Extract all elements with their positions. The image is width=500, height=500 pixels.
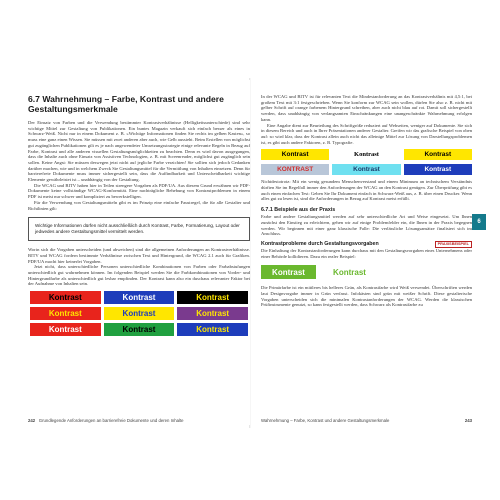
callout-text: Wichtige Informationen dürfen nicht ausschließlich durch Kontrast, Farbe, Formatierung, Layout oder jedwedes andere Gestaltungsmittel vermittelt werden. — [35, 223, 240, 235]
contrast-swatch: Kontrast — [177, 291, 248, 304]
paragraph: In der WCAG und BITV ist für relevanten Text die Mindestanforderung an das Kontrastverhältnis mit 4,5:1, bei großem Text mit 3:1 festgeschrieben. Wenn Sie konform zur WCAG sein wollen, dürfen Sie also z. B. nicht mit gelber Schrift auf orange farbenem Hintergrund schreiben, aber auch nicht blau auf rot. Damit soll sichergestellt werden, dass unabhängig von verlangsamten Einschränkungen eine unangeschränkte Wahrnehmung erfolgen kann. — [261, 94, 472, 122]
page-footer — [261, 418, 472, 423]
contrast-swatch: Kontrast — [30, 323, 101, 336]
contrast-swatch: Kontrast — [104, 323, 175, 336]
paragraph: Der Einsatz von Farben und die Verwendung bestimmter Kontrastverhältnisse (Helligkeitsunterschiede) sind sehr wichtige Mittel zur Gestaltung von Publikationen. Ein buntes Magazin verkauft sich einfach besser als eines in Schwarz-Weiß. Nicht nur in einem Dokument z. B. »Wichtige Informationen finden Sie rechts im gelben Kasten«, so muss eine ganz einen Wissen. Sie müssen mit zwei anderen aber auch, wie Gelb aussieht. Beim Erstellen von möglichst gut zugänglichen Publikationen gilt es je nach angewendeter Umsetzungsstrategie einige relevante Regeln in Bezug auf Farbe, Kontrast und alle anderen visuellen Gestaltungsmöglichkeiten zu beachten. Denn es wird davon ausgegangen, dass die Inhalte auch ohne Einsatz von Assistiven Technologien, z. B. mit Screenreader, möglichst gut zugänglich sein sollen. Keine Angst: Sie müssen deswegen jetzt nicht auf jegliche Farbe verzichten! Sie sollten sich jedoch Gedanken darüber machen, wie und in welchem Zweck Sie Gestaltungsmittel für die Vermittlung von Inhalten einsetzen. Denn für barrierefreie Dokumente muss immer sichergestellt sein, dass die Auffindbarkeit und Unterscheidbarkeit wichtige Elemente gewährleistet ist – unabhängig von der Gestaltung. — [28, 120, 250, 183]
typography-sample: Kontrast — [404, 149, 472, 160]
footer-left — [28, 418, 184, 423]
green-text-box — [322, 265, 377, 279]
paragraph: Die Primärfarbe ist ein mittleres bis helleres Grün, als Kontrastfarbe wird Weiß verwendet. Überschriften werden laut Designvorgabe immer in Grün verfasst. Infokästen sind grün mit weißer Schrift. Diese gestalterische Vorgaben unterscheiden sich die minimalen Kontrastanforderungen der WCAG. Werden die klassischen Prüfinstrumente genutzt, so kann festgestellt werden, dass Schwarz als Kontrastfarbe zu — [261, 285, 472, 308]
typography-sample: Kontrast — [404, 164, 472, 175]
typography-sample: Kontrast — [332, 149, 400, 160]
paragraph: Eine Angabe dient zur Beurteilung des Schriftgröße reduziert auf Webseiten, weniger auf Dokumente. Sie sich in diesem Bereich und auch in Ihrer Präsentationen anderer Gestalter. Greifen wir das grafische Beispiel von oben auf: so wird klar, dass der Kontrast allein auch nicht das alleinige Mittel zur Lösung von Darstellungsproblemen ist, es gibt auch andere Faktoren, z. B. Typografie. — [261, 122, 472, 145]
page-number: 243 — [464, 418, 472, 423]
green-text-label: Kontrast — [333, 267, 366, 277]
subsub-heading-row — [261, 241, 472, 248]
typography-sample: Kontrast — [261, 149, 329, 160]
contrast-swatch: Kontrast — [30, 291, 101, 304]
left-page — [28, 80, 250, 425]
paragraph: Die Einhaltung der Kontrastanforderungen kann durchaus mit den Gestaltungsvorgaben eines Unternehmens oder einer Behörde kollidieren. Dazu ein realer Beispiel: — [261, 247, 472, 259]
logo-row — [261, 149, 472, 160]
paragraph: Farbe und andere Gestaltungsmittel werden auf sehr unterschiedliche Art und Weise eingesetzt. Um Ihnen zunächst den Einstieg zu erleichtern, gehen wir auf einige Problemfelder ein, die Ihnen in der Praxis begegnen werden. Wir beginnen mit einer ganz klassische Falle: Die verlässliche Lösungsansätze finalisiert sich im Anschluss. — [261, 214, 472, 237]
green-filled-label: Kontrast — [272, 267, 305, 277]
contrast-swatch: Kontrast — [177, 323, 248, 336]
footer-title: Grundlegende Anforderungen an barrierefreie Dokumente und deren Inhalte — [38, 418, 184, 423]
contrast-swatch: Kontrast — [30, 307, 101, 320]
contrast-swatch: Kontrast — [104, 291, 175, 304]
contrast-swatch: Kontrast — [177, 307, 248, 320]
praxis-tag: PRAXISBEISPIEL — [435, 241, 472, 248]
page-footer — [28, 418, 250, 423]
typography-sample: Kontrast — [332, 164, 400, 175]
subsection-heading: 6.7.1 Beispiele aus der Praxis — [261, 207, 336, 214]
paragraph: Die WCAG und BITV haben hier in Teilen strengere Vorgaben als PDF/UA. Aus diesem Grund erwähnen wir PDF-Dokumente keine vollständige WCAG-Konformität. Eine nachträgliche Behebung von Kontrastproblemen in einem PDF ist meist nur schwer und kompliziert zu bewerkstelligen. — [28, 182, 250, 200]
chapter-number: 6 — [477, 219, 481, 225]
green-filled-box — [261, 265, 316, 279]
logo-row — [261, 164, 472, 175]
subsub-heading: Kontrastprobleme durch Gestaltungsvorgaben — [261, 240, 379, 247]
section-heading: 6.7 Wahrnehmung – Farbe, Kontrast und andere Gestaltungsmerkmale — [28, 94, 224, 114]
contrast-grid — [30, 291, 248, 336]
paragraph: Nichtdestotrotz: Mit ein wenig gesundem Menschenverstand und einem Minimum an technischem Verständnis dürften Sie im Regelfall immer den Anforderungen der WCAG an den Kontrast genügen. Zur Überprüfung gibt es auch einen einfachen Test: Geben Sie Ihr Dokument einfach in Schwarz-Weiß aus, z. B. über einen Drucker. Wenn alles gut zu lesen ist, sind die Anforderungen in Bezug auf Kontrast meist erfüllt. — [261, 179, 472, 202]
callout-box — [28, 217, 250, 241]
paragraph: Für die Verwendung von Gestaltungsmitteln gibt es im Prinzip eine einfache Faustregel, die für alle Gestalter und Richtlinien gilt: — [28, 199, 250, 211]
footer-title: Wahrnehmung – Farbe, Kontrast und andere Gestaltungsmerkmale — [261, 418, 390, 423]
page-number: 242 — [28, 418, 36, 423]
paragraph: Worin sich die Vorgaben unterscheiden (und abweichen) sind die allgemeinen Anforderungen an Kontrastverhältnisse. BITV und WCAG fordern bestimmte Verhältnisse zwischen Text und Hintergrund, die WCAG 2.1 auch für Grafiken. PDF/UA macht hier keinerlei Vorgaben. — [28, 247, 250, 264]
typography-sample: KONTRAST — [261, 164, 329, 175]
chapter-tab — [472, 214, 486, 230]
contrast-swatch: Kontrast — [104, 307, 175, 320]
right-page — [251, 80, 472, 425]
paragraph: Jetzt nicht, dass unterschiedliche Personen unterschiedliche Kombinationen von Farben oder Farbabstufungen unterschiedlich gut wahrnehmen können. Im folgenden Beispiel werden Sie die Farbkombinationen von Vorder- und Hintergrundfarbe als unterschiedlich gut lesbar empfinden. Der Kontrast kann also ein duschaus relevanter Faktor bei der Aufnahme von Inhalten sein. — [28, 264, 250, 287]
green-example-row — [261, 265, 472, 279]
